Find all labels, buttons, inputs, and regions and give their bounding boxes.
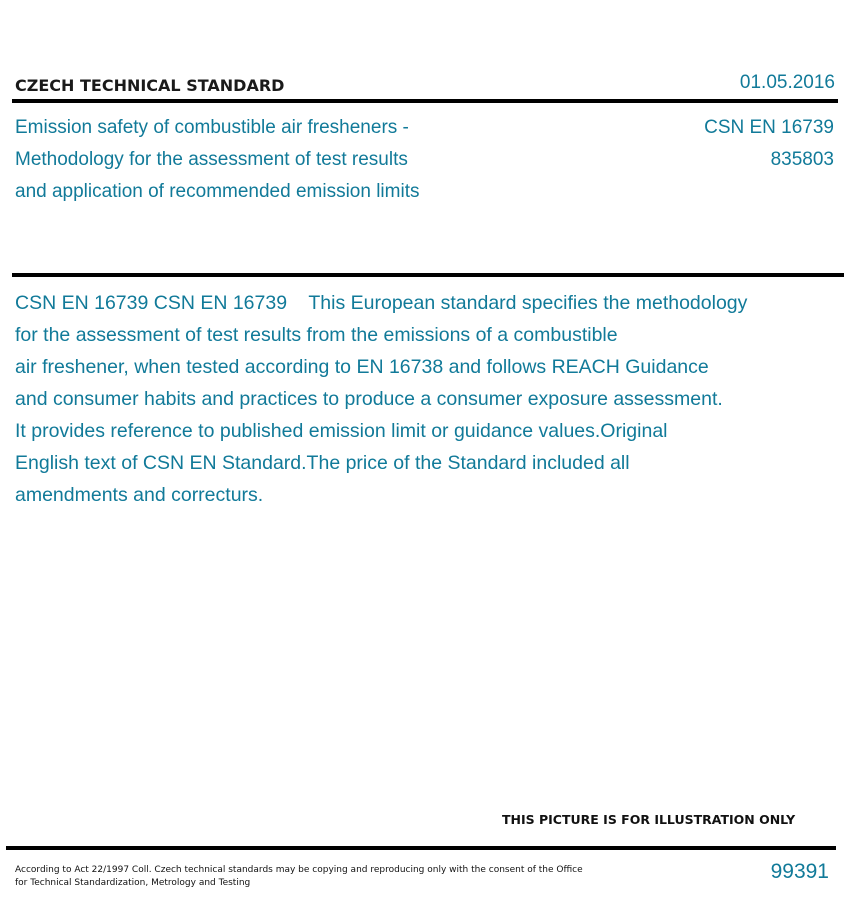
publication-date: 01.05.2016 — [739, 72, 835, 93]
description-line: CSN EN 16739 CSN EN 16739 This European standard specifies the methodology — [15, 292, 748, 314]
description-line: and consumer habits and practices to produce a consumer exposure assessment. — [15, 388, 723, 410]
title-line-1: Emission safety of combustible air fresheners - — [15, 117, 409, 138]
description-line: English text of CSN EN Standard.The price of the Standard included all — [15, 452, 630, 474]
illustration-note: THIS PICTURE IS FOR ILLUSTRATION ONLY — [502, 812, 796, 827]
footer-divider — [6, 846, 836, 850]
legal-notice-line: for Technical Standardization, Metrology and Testing — [15, 878, 251, 888]
description-line: It provides reference to published emission limit or guidance values.Original — [15, 420, 668, 442]
title-line-3: and application of recommended emission limits — [15, 181, 420, 202]
description-line: for the assessment of test results from the emissions of a combustible — [15, 324, 618, 346]
standard-type-label: CZECH TECHNICAL STANDARD — [15, 76, 285, 95]
description-line: amendments and correcturs. — [15, 484, 264, 506]
title-line-2: Methodology for the assessment of test results — [15, 149, 408, 170]
title-divider — [12, 273, 844, 277]
standard-code: CSN EN 16739 — [704, 117, 834, 138]
description-line: air freshener, when tested according to EN 16738 and follows REACH Guidance — [15, 356, 709, 378]
header-divider — [12, 99, 838, 103]
classification-code: 835803 — [770, 149, 834, 170]
legal-notice — [15, 864, 583, 890]
document-number: 99391 — [770, 860, 829, 883]
legal-notice-line: According to Act 22/1997 Coll. Czech technical standards may be copying and reproducing only with the consent of the Office — [15, 865, 583, 875]
description — [15, 287, 845, 511]
